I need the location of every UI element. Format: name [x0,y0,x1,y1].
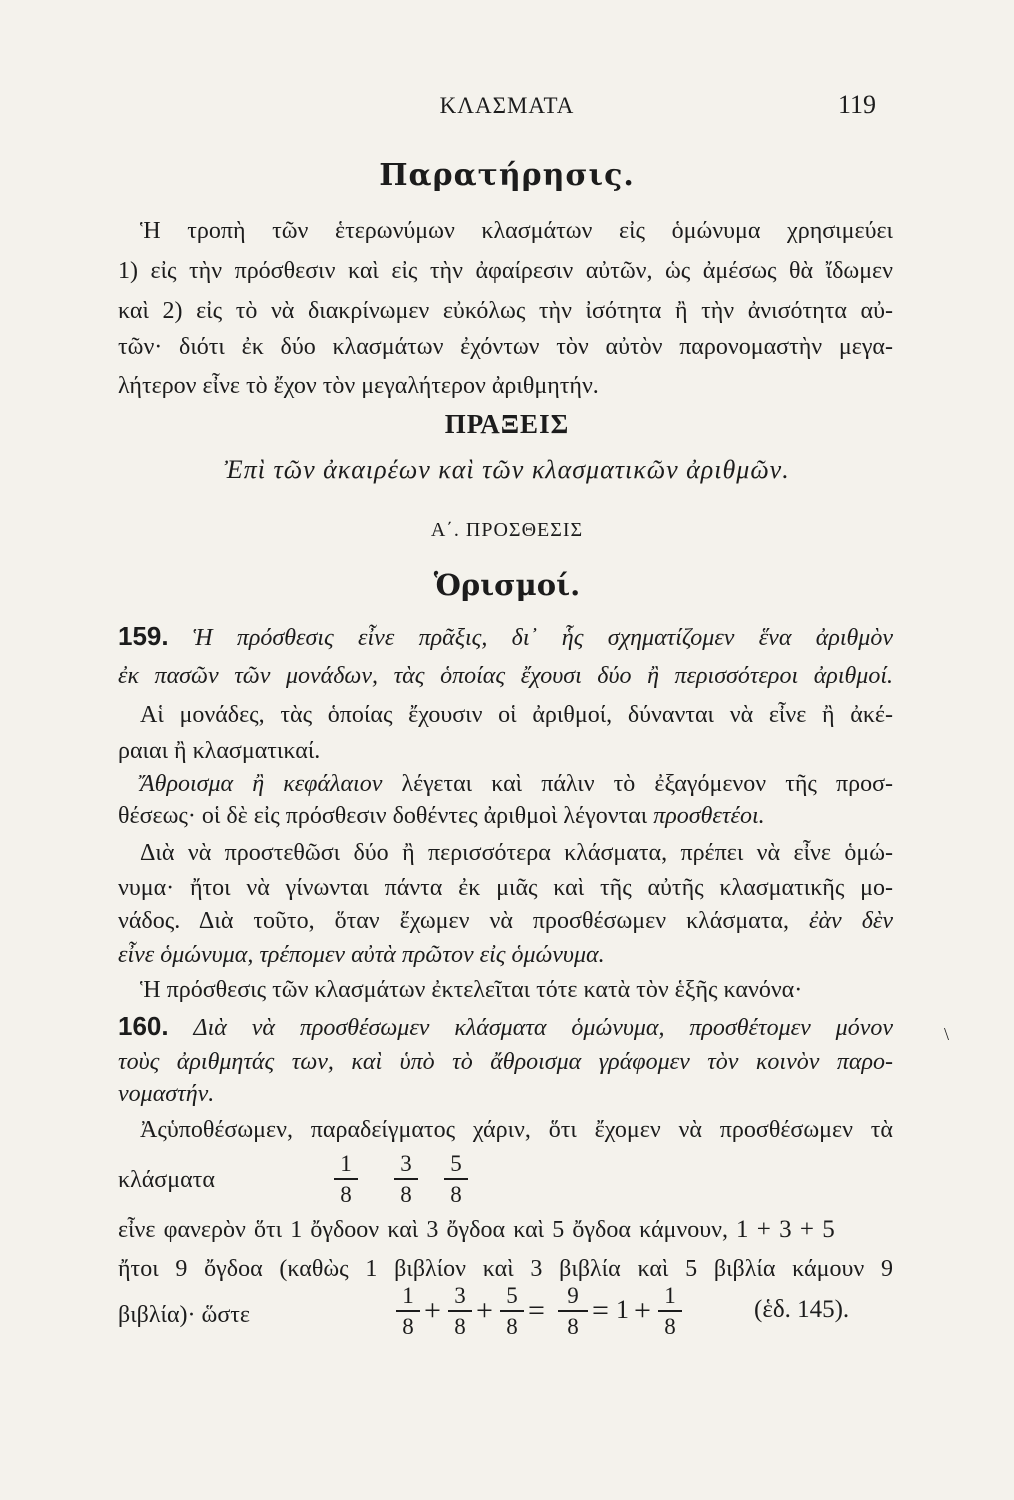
operations-heading: ΠΡΑΞΕΙΣ [444,409,570,439]
example-line: βιβλία)· ὥστε [118,1302,250,1328]
rule-intro-line: Ἡ πρόσθεσις τῶν κλασμάτων ἐκτελεῖται τότε κατὰ τὸν ἑξῆς κανόνα· [140,977,803,1003]
paragraph-number: 159. [118,621,169,651]
sum-definition-line: θέσεως· οἱ δὲ εἰς πρόσθεσιν δοθέντες ἀριθμοὶ λέγονται προσθετέοι. [118,803,765,829]
observation-line: λήτερον εἶνε τὸ ἔχον τὸν μεγαλήτερον ἀριθμητήν. [118,373,599,399]
definitions-heading: Ὁρισμοί. [433,568,581,602]
whole-number: 1 [616,1295,629,1324]
fraction: 5 8 [444,1152,468,1207]
units-line: Αἱ μονάδες, τὰς ὁποίας ἔχουσιν οἱ ἀριθμοί, δύνανται νὰ εἶνε ἢ ἀκέ- [140,702,893,728]
sum-definition-line: Ἄθροισμα ἢ κεφάλαιον λέγεται καὶ πάλιν τὸ ἐξαγόμενον τῆς προσ- [140,771,894,797]
section-heading-addition: Α΄. ΠΡΟΣΘΕΣΙΣ [430,519,584,541]
observation-line: καὶ 2) εἰς τὸ νὰ διακρίνωμεν εὐκόλως τὴν ἰσότητα ἢ τὴν ἀνισότητα αὐ- [118,298,893,324]
paragraph-number: 160. [118,1011,169,1041]
equals-sign: = [592,1294,609,1327]
section-reference: (ἑδ. 145). [754,1296,850,1323]
addition-rule-line: Διὰ νὰ προστεθῶσι δύο ἢ περισσότερα κλάσματα, πρέπει νὰ εἶνε ὁμώ- [140,840,893,866]
addition-rule-line: νάδος. Διὰ τοῦτο, ὅταν ἔχωμεν νὰ προσθέσωμεν κλάσματα, ἐὰν δὲν [118,908,893,934]
example-line: εἶνε φανερὸν ὅτι 1 ὄγδοον καὶ 3 ὄγδοα καὶ 5 ὄγδοα κάμνουν, [118,1217,728,1243]
equation-fraction: 1 8 [396,1284,420,1339]
fractions-label: κλάσματα [118,1167,215,1193]
equals-sign: = [528,1294,545,1327]
example-line: ἤτοι 9 ὄγδοα (καθὼς 1 βιβλίον καὶ 3 βιβλία καὶ 5 βιβλία κάμουν 9 [118,1256,893,1282]
observation-line: 1) εἰς τὴν πρόσθεσιν καὶ εἰς τὴν ἀφαίρεσιν αὐτῶν, ὡς ἀμέσως θὰ ἴδωμεν [118,258,893,284]
equation-fraction: 9 8 [558,1284,588,1339]
paragraph-159-line: 159. Ἡ πρόσθεσις εἶνε πρᾶξις, δι᾿ ἧς σχηματίζομεν ἕνα ἀριθμὸν [118,621,893,651]
operations-subtitle: Ἐπὶ τῶν ἀκαιρέων καὶ τῶν κλασματικῶν ἀριθμῶν. [224,455,790,484]
fraction: 3 8 [394,1152,418,1207]
term-addends: προσθετέοι. [653,803,765,829]
term-sum: Ἄθροισμα ἢ κεφάλαιον [140,771,383,797]
units-line: ραιαι ἢ κλασματικαί. [118,738,321,764]
margin-mark: \ [944,1024,950,1044]
plus-sign: + [476,1294,493,1327]
observation-line: Ἡ τροπὴ τῶν ἑτερωνύμων κλασμάτων εἰς ὁμώνυμα χρησιμεύει [140,218,893,244]
example-intro-line: Ἀςὑποθέσωμεν, παραδείγματος χάριν, ὅτι ἔχομεν νὰ προσθέσωμεν τὰ [140,1117,893,1143]
paragraph-160-line: τοὺς ἀριθμητάς των, καὶ ὑπὸ τὸ ἄθροισμα γράφομεν τὸν κοινὸν παρο- [118,1049,893,1075]
addition-rule-line: νυμα· ἤτοι νὰ γίνωνται πάντα ἐκ μιᾶς καὶ τῆς αὐτῆς κλασματικῆς μο- [118,875,893,901]
plus-sign: + [634,1294,651,1327]
equation-fraction: 5 8 [500,1284,524,1339]
paragraph-160-line: νομαστήν. [118,1081,215,1107]
equation-fraction: 3 8 [448,1284,472,1339]
addition-rule-line: εἶνε ὁμώνυμα, τρέπομεν αὐτὰ πρῶτον εἰς ὁμώνυμα. [118,942,605,968]
observation-line: τῶν· διότι ἐκ δύο κλασμάτων ἐχόντων τὸν αὐτὸν παρονομαστὴν μεγα- [118,334,893,360]
paragraph-159-line: ἐκ πασῶν τῶν μονάδων, τὰς ὁποίας ἔχουσι δύο ἢ περισσότεροι ἀριθμοί. [118,663,893,689]
running-header-title: ΚΛΑΣΜΑΤΑ [439,93,575,118]
sum-expression: 1 + 3 + 5 [736,1216,836,1243]
page-number: 119 [838,90,877,119]
plus-sign: + [424,1294,441,1327]
fraction: 1 8 [334,1152,358,1207]
observations-heading: Παρατήρησις. [379,158,635,193]
equation-fraction: 1 8 [658,1284,682,1339]
paragraph-160-line: 160. Διὰ νὰ προσθέσωμεν κλάσματα ὁμώνυμα, προσθέτομεν μόνον [118,1011,894,1041]
